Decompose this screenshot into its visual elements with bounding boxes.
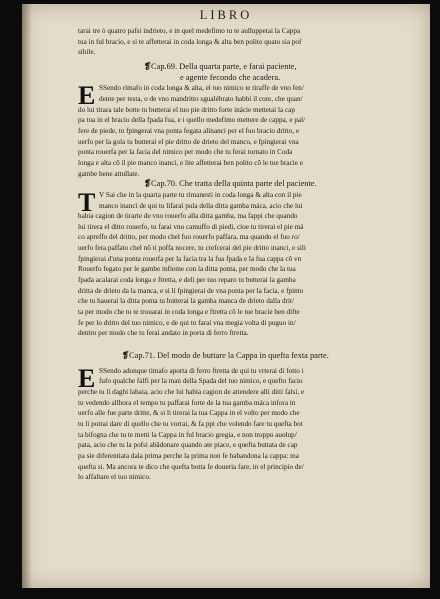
text-line: uerfo per la gola tu butterai el pie dritto de drieto del manco, e fpingierai vna	[78, 137, 299, 146]
text-line: fpada acalarai coda longa e ftretta, e deli per tuo reparo tu butterai la gamba	[78, 276, 296, 285]
chapter-heading-continued: e agente fecondo che acadera.	[180, 72, 281, 82]
chapter-heading: ❡Cap.70. Che tratta della quinta parte del paciente.	[144, 179, 317, 189]
text-line: quefta si. Ma ancora te dico che quefta botta fe doueria fare, in el principio de/	[78, 462, 304, 471]
pilcrow-icon: ❡	[144, 61, 152, 71]
text-line: co apreffo del dritto, per modo chel fuo rouerfo paffara, ma quando el fuo ro/	[78, 233, 300, 242]
text-line: dentro per modo che tu ferai andato in porta di ferro ftretta.	[78, 329, 249, 338]
text-line: Rouerfo fegato per le gambe infieme con la ditta ponta, per modo che la tua	[78, 265, 296, 274]
text-line: tu li potrai dare di quello che tu vorrai, & fa ppi che volendo fare tu quefta bot	[78, 419, 303, 428]
text-line: ta per modo che tu te trouarai in coda longa e ftretta cō le tue bracie ben difte	[78, 308, 300, 317]
text-line: V Sai che in la quarta parte tu rimanesti in coda longa & alta con il pie	[99, 190, 302, 199]
text-line: fe per lo dritto del tuo nimico, e de qui tu farai vna megia volta di puguo in/	[78, 318, 296, 327]
drop-cap: T	[78, 187, 96, 217]
text-line: pata, acio che tu la pofsi abādonare quando ate piace, e quefta buttata de cap	[78, 441, 298, 450]
chapter-71-paragraph	[78, 363, 416, 483]
text-line: tua in ful bracio, e si te affetterai in coda longa & alta ben polito quato sia pof	[78, 37, 302, 46]
page-body	[78, 26, 416, 483]
pilcrow-icon: ❡	[122, 351, 130, 361]
text-line: lui tirera el ditto rouerfo, tu farai vno camuffo di piedi, cioe tu tirerai el pie má	[78, 222, 304, 231]
text-line: pa tua in el bracio della fpada fua, e i quello medefimo mettere de cappa, e pal/	[78, 116, 306, 125]
text-line: SSendo rimafo in coda longa & alta, el tuo nimico te tiraffe de vno fen/	[99, 84, 304, 93]
pilcrow-icon: ❡	[144, 179, 152, 189]
chapter-heading: ❡Cap.69. Della quarta parte, e farai paciente,	[144, 61, 297, 71]
intro-paragraph	[78, 26, 416, 58]
text-line: uerfo alle fue parte dritte, & si li tirerai la tua Cappa in el volto per modo che	[78, 409, 300, 418]
page-spine-shadow	[22, 4, 32, 588]
running-head: LIBRO	[199, 8, 253, 22]
text-line: ponta rouerfa per la facia del nimico per modo che tu ferai tornato in Coda	[78, 148, 293, 157]
drop-cap: E	[78, 363, 96, 393]
chapter-71	[78, 351, 416, 483]
text-line: SSendo adonque timafo aporta di ferro ftretta de qui tu vrterai di fotto i	[99, 366, 304, 375]
chapter-heading: ❡Cap.71. Del modo de buttare la Cappa in quefta fexta parte.	[122, 351, 329, 361]
text-line: dritta de drieto da la manca, e si lí fpingierai de vna ponta per la facia, e fpinto	[78, 286, 304, 295]
chapter-69	[78, 62, 416, 179]
chapter-69-paragraph	[78, 83, 416, 179]
text-line: dente per testa, o de vno mandritto sgualébrato habbi il core, che quan/	[99, 94, 303, 103]
text-line: ta bifogna che tu te metti la Cappa in ful bracio gregia, e non troppo auolup/	[78, 430, 297, 439]
text-line: lo affaltare el tuo nimico.	[78, 473, 151, 482]
book-page	[22, 4, 430, 588]
text-line: pa sie diferentiata dala prima perche la prima non fe habandona la cappa: ma	[78, 451, 299, 460]
text-line: uerfo fera paffato chel nō ti poffa nocere, tu crefcerai del pie dritto inanci, e sili	[78, 244, 306, 253]
text-line: fufo qualche falfi per la man della Spada del tuo nimico, e quefto facio	[99, 377, 303, 386]
text-line: fpingierai d'una ponta rouerfa per la facia tra la fua fpada e la fua cappa cō vn	[78, 254, 302, 263]
text-line: longa e alta cō il pie manco inanci, e lite affetterai ben polito cō le tue bracie e	[78, 158, 303, 167]
chapter-70	[78, 179, 416, 339]
text-line: sibile.	[78, 48, 96, 57]
text-line: habia cagion de tirarte de vno rouerfo alla ditta gamba, ma fappi che quando	[78, 212, 298, 221]
text-line: gambe bene attullate.	[78, 169, 140, 178]
text-line: do lui tirara tale botte tu butterai el tuo pie dritto forte inácie mettetai la cap	[78, 105, 295, 114]
drop-cap: E	[78, 81, 96, 111]
text-line: manco inanci de qui tu lifarai pula della ditta gamba máca, acio che lui	[99, 201, 303, 210]
text-line: tu vedendo allhora el tempo tu paffarai forte de la tua gamba máca infora in	[78, 398, 296, 407]
text-line: che tu haueraí la ditta ponta tu butterai la gamba manca de drieto dalla drit/	[78, 297, 294, 306]
text-line: perche tu li daghi labaia, acio che lui habia cagion de attendere alli ditti falsi, e	[78, 388, 305, 396]
text-line: tarai tre ò quatro pafsi indrieto, e in quel medefimo tu te aulluppetai la Cappa	[78, 27, 301, 35]
text-line: fere de piede, tu fpingerai vna ponta fegata alinanci per el fuo bracio dritto, e	[78, 126, 300, 135]
chapter-70-paragraph	[78, 187, 416, 339]
